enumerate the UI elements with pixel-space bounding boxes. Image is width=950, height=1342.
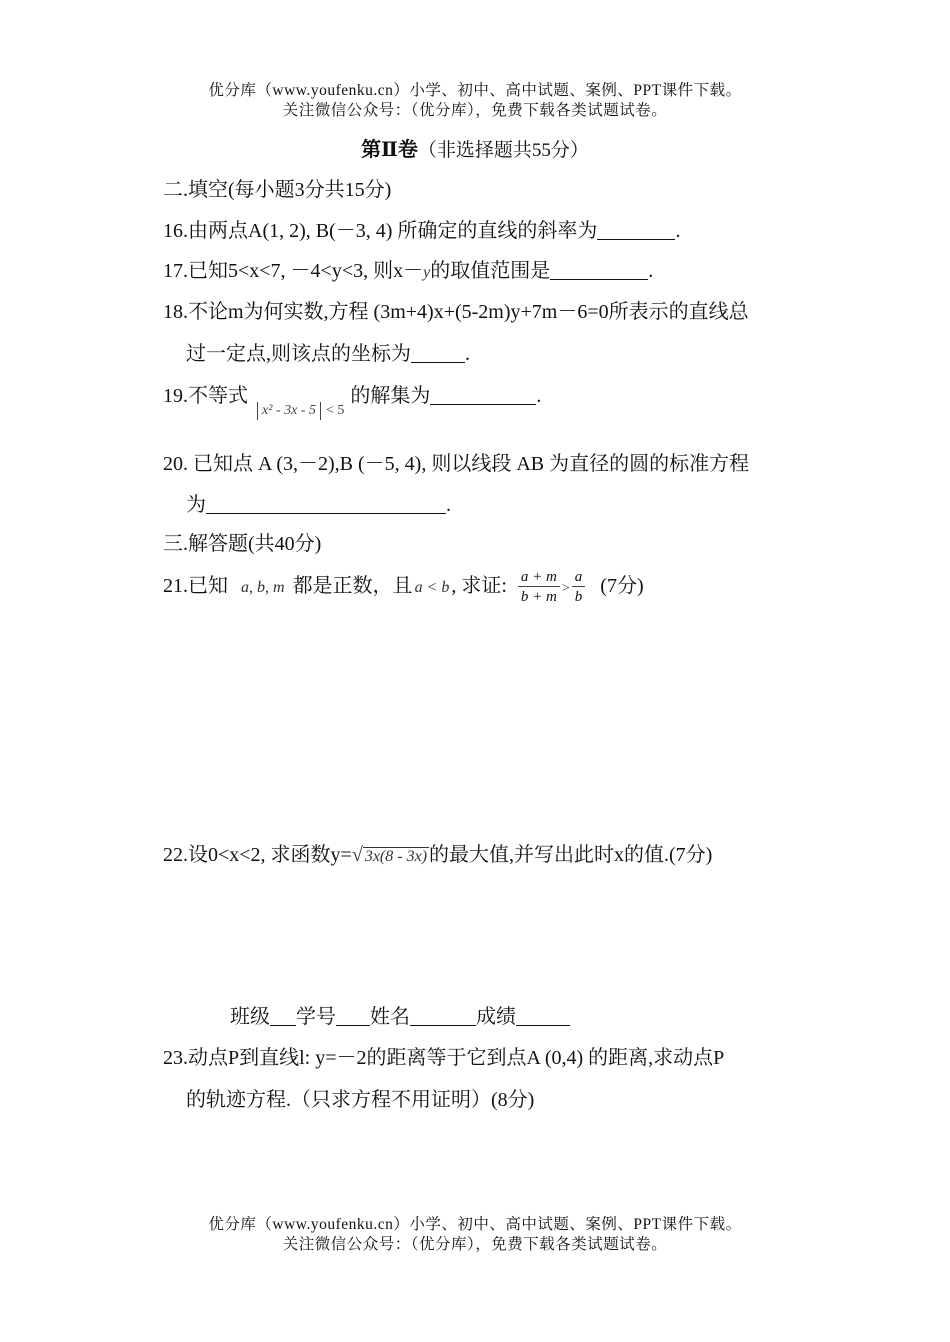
q21-rhs-fraction — [572, 568, 586, 607]
name-label: 姓名 — [370, 1006, 410, 1028]
score-blank[interactable] — [516, 1005, 570, 1026]
q22-sqrt: √ 3x(8 - 3x) — [351, 844, 428, 866]
q17-end: . — [648, 260, 654, 282]
part2-heading: 二.填空(每小题3分共15分) — [163, 179, 392, 201]
student-info-row — [230, 1000, 570, 1029]
page-header-line-1: 优分库（www.youfenku.cn）小学、初中、高中试题、案例、PPT课件下载。 — [208, 82, 742, 99]
question-20-line-2 — [186, 488, 451, 517]
q21-score: (7分) — [600, 575, 644, 598]
question-21 — [163, 568, 644, 607]
number-blank[interactable] — [336, 1005, 370, 1026]
question-20-line-1: 20. 已知点 A (3,－2),B (－5, 4), 则以线段 AB 为直径的圆的标准方程 — [163, 453, 750, 475]
question-23-line-1 — [163, 1041, 724, 1070]
section-title-rest: （非选择题共55分） — [417, 140, 589, 161]
q20-end: . — [446, 494, 451, 516]
q21-lhs-denominator: b + m — [520, 589, 557, 605]
q23-line1-a: 23.动点P到直线l: y=－2 — [163, 1047, 367, 1069]
q17-text-b: 的取值范围是 — [430, 260, 551, 282]
section-title — [0, 133, 950, 162]
question-18-line-1: 18.不论m为何实数,方程 (3m+4)x+(5-2m)y+7m－6=0所表示的直线总 — [163, 301, 749, 323]
q21-vars: a, b, m — [241, 579, 285, 597]
class-label: 班级 — [230, 1006, 270, 1028]
q16-answer-blank[interactable] — [597, 219, 675, 240]
question-18-line-2 — [186, 337, 470, 366]
q16-end: . — [675, 220, 681, 242]
q17-var: y — [423, 264, 431, 281]
q18-answer-blank[interactable] — [411, 342, 465, 363]
q22-text-a: 22.设0<x<2, 求函数y= — [163, 844, 352, 866]
question-17 — [163, 254, 653, 283]
q19-inequality — [257, 397, 344, 420]
score-label: 成绩 — [476, 1006, 516, 1028]
q19-text-b: 的解集为 — [350, 385, 431, 407]
q17-answer-blank[interactable] — [550, 259, 648, 280]
question-16 — [163, 214, 680, 243]
question-19 — [163, 379, 541, 420]
q19-abs-value: x² - 3x - 5 — [257, 402, 321, 420]
q20-line2-text: 为 — [186, 494, 206, 516]
class-blank[interactable] — [270, 1005, 296, 1026]
section-title-bold: 第Ⅱ卷 — [361, 139, 418, 161]
q22-radicand: 3x(8 - 3x) — [364, 848, 428, 865]
number-label: 学号 — [296, 1006, 336, 1028]
q21-rhs-denominator: b — [574, 589, 583, 605]
question-23-line-2: 的轨迹方程.（只求方程不用证明）(8分) — [186, 1089, 535, 1111]
q17-text-a: 17.已知5<x<7, －4<y<3, 则x－ — [163, 260, 424, 282]
q19-text-a: 19.不等式 — [163, 385, 248, 407]
q21-lhs-fraction — [518, 568, 560, 607]
q21-condition: a < b — [414, 579, 450, 597]
q18-end: . — [465, 343, 470, 365]
q18-line2-text: 过一定点,则该点的坐标为 — [186, 343, 411, 365]
q21-lhs-numerator: a + m — [518, 568, 560, 587]
q19-answer-blank[interactable] — [430, 384, 536, 405]
page-footer-line-2: 关注微信公众号：（优分库），免费下载各类试题试卷。 — [282, 1236, 668, 1253]
q16-text: 16.由两点A(1, 2), B(－3, 4) 所确定的直线的斜率为 — [163, 220, 598, 242]
q23-line1-b: 的距离等于它到点A (0,4) 的距离,求动点P — [366, 1047, 725, 1069]
q21-text-b: 都是正数，且 — [292, 575, 413, 598]
q21-text-c: , 求证: — [451, 575, 507, 598]
q20-answer-blank[interactable] — [206, 493, 446, 514]
q19-inequality-rest: < 5 — [325, 403, 345, 418]
q21-rhs-numerator: a — [572, 568, 586, 587]
name-blank[interactable] — [410, 1005, 476, 1026]
page-header-line-2: 关注微信公众号：（优分库），免费下载各类试题试卷。 — [282, 102, 668, 119]
q22-text-b: 的最大值,并写出此时x的值.(7分) — [429, 844, 713, 866]
q19-end: . — [536, 385, 542, 407]
question-22 — [163, 838, 712, 867]
page-footer-line-1: 优分库（www.youfenku.cn）小学、初中、高中试题、案例、PPT课件下载。 — [208, 1216, 742, 1233]
q21-operator: > — [561, 581, 570, 597]
part3-heading: 三.解答题(共40分) — [163, 533, 322, 555]
q21-text-a: 21.已知 — [163, 575, 228, 598]
